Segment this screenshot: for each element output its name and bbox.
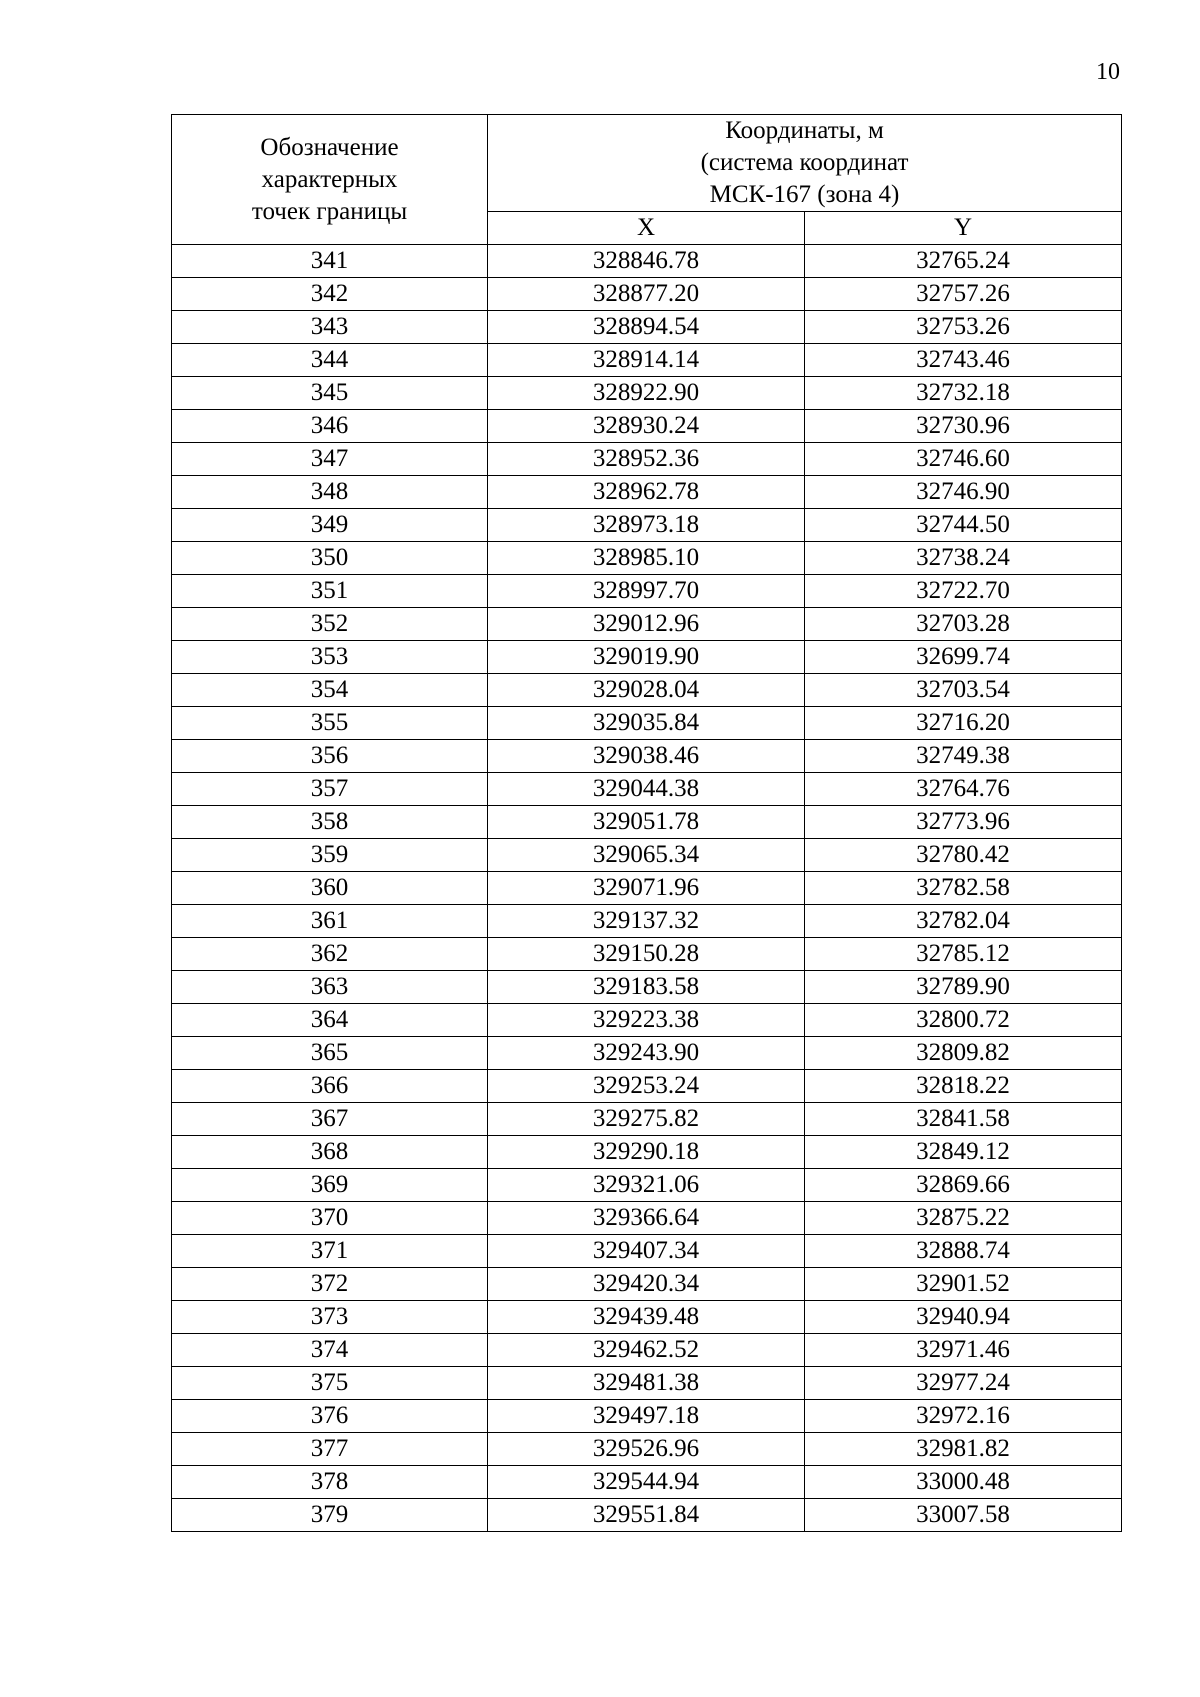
point-cell: 350 [172,542,488,575]
table-row [172,872,1122,905]
point-cell: 356 [172,740,488,773]
y-cell: 32841.58 [805,1103,1122,1136]
table-row [172,1466,1122,1499]
table-row [172,1367,1122,1400]
point-cell: 351 [172,575,488,608]
y-column-header: Y [805,212,1122,245]
point-cell: 367 [172,1103,488,1136]
table-row [172,1235,1122,1268]
y-cell: 32764.76 [805,773,1122,806]
table-row [172,1334,1122,1367]
y-cell: 32757.26 [805,278,1122,311]
x-cell: 329526.96 [488,1433,805,1466]
table-row [172,575,1122,608]
x-cell: 328894.54 [488,311,805,344]
table-row [172,608,1122,641]
point-header-line: Обозначение [260,133,399,161]
table-row [172,1301,1122,1334]
table-row [172,773,1122,806]
y-cell: 32744.50 [805,509,1122,542]
x-cell: 329183.58 [488,971,805,1004]
coordinates-table [171,114,1122,1532]
x-cell: 329051.78 [488,806,805,839]
x-cell: 328930.24 [488,410,805,443]
x-cell: 329481.38 [488,1367,805,1400]
y-cell: 32849.12 [805,1136,1122,1169]
point-cell: 357 [172,773,488,806]
point-cell: 343 [172,311,488,344]
table-row [172,740,1122,773]
x-cell: 328985.10 [488,542,805,575]
point-cell: 368 [172,1136,488,1169]
y-cell: 32971.46 [805,1334,1122,1367]
point-cell: 355 [172,707,488,740]
y-cell: 32780.42 [805,839,1122,872]
table-row [172,1169,1122,1202]
x-cell: 329044.38 [488,773,805,806]
x-cell: 329035.84 [488,707,805,740]
point-cell: 366 [172,1070,488,1103]
point-cell: 345 [172,377,488,410]
point-cell: 362 [172,938,488,971]
point-cell: 363 [172,971,488,1004]
table-row [172,377,1122,410]
y-cell: 32738.24 [805,542,1122,575]
table-row [172,344,1122,377]
table-row [172,1400,1122,1433]
point-cell: 360 [172,872,488,905]
y-cell: 32869.66 [805,1169,1122,1202]
x-cell: 329275.82 [488,1103,805,1136]
point-cell: 348 [172,476,488,509]
point-cell: 364 [172,1004,488,1037]
point-cell: 361 [172,905,488,938]
coords-header-line: (система координат [700,149,909,176]
x-cell: 329544.94 [488,1466,805,1499]
x-cell: 329497.18 [488,1400,805,1433]
y-cell: 32773.96 [805,806,1122,839]
x-cell: 329407.34 [488,1235,805,1268]
x-cell: 329420.34 [488,1268,805,1301]
point-cell: 371 [172,1235,488,1268]
point-header-line: точек границы [251,197,408,225]
x-cell: 329253.24 [488,1070,805,1103]
point-cell: 370 [172,1202,488,1235]
y-cell: 32800.72 [805,1004,1122,1037]
table-row [172,245,1122,278]
table-row [172,509,1122,542]
x-cell: 329150.28 [488,938,805,971]
table-row [172,1004,1122,1037]
y-cell: 32716.20 [805,707,1122,740]
coords-header-line: МСК-167 (зона 4) [709,181,900,208]
x-cell: 329071.96 [488,872,805,905]
table-row [172,1070,1122,1103]
y-cell: 32940.94 [805,1301,1122,1334]
x-cell: 328846.78 [488,245,805,278]
y-cell: 32981.82 [805,1433,1122,1466]
table-row [172,839,1122,872]
x-column-header: X [488,212,805,245]
x-cell: 329223.38 [488,1004,805,1037]
x-cell: 329038.46 [488,740,805,773]
table-row [172,1268,1122,1301]
y-cell: 32730.96 [805,410,1122,443]
x-cell: 329065.34 [488,839,805,872]
x-cell: 328914.14 [488,344,805,377]
point-cell: 352 [172,608,488,641]
x-cell: 329137.32 [488,905,805,938]
y-cell: 32703.28 [805,608,1122,641]
x-cell: 328962.78 [488,476,805,509]
y-cell: 32703.54 [805,674,1122,707]
table-row [172,410,1122,443]
table-row [172,1499,1122,1532]
point-cell: 349 [172,509,488,542]
table-row [172,674,1122,707]
table-row [172,971,1122,1004]
y-cell: 32749.38 [805,740,1122,773]
x-cell: 329028.04 [488,674,805,707]
coordinates-header [488,115,1122,212]
point-cell: 342 [172,278,488,311]
x-cell: 329366.64 [488,1202,805,1235]
y-cell: 32785.12 [805,938,1122,971]
y-cell: 33000.48 [805,1466,1122,1499]
y-cell: 32875.22 [805,1202,1122,1235]
y-cell: 32789.90 [805,971,1122,1004]
y-cell: 32753.26 [805,311,1122,344]
point-cell: 369 [172,1169,488,1202]
x-cell: 329290.18 [488,1136,805,1169]
table-row [172,641,1122,674]
y-cell: 32809.82 [805,1037,1122,1070]
y-cell: 32743.46 [805,344,1122,377]
table-row [172,1037,1122,1070]
table-row [172,938,1122,971]
x-cell: 329462.52 [488,1334,805,1367]
table-row [172,443,1122,476]
table-row [172,542,1122,575]
y-cell: 32699.74 [805,641,1122,674]
point-cell: 374 [172,1334,488,1367]
x-cell: 329012.96 [488,608,805,641]
x-cell: 328952.36 [488,443,805,476]
table-row [172,806,1122,839]
x-cell: 329551.84 [488,1499,805,1532]
y-cell: 32746.90 [805,476,1122,509]
x-cell: 328973.18 [488,509,805,542]
y-cell: 32977.24 [805,1367,1122,1400]
point-cell: 353 [172,641,488,674]
point-cell: 347 [172,443,488,476]
y-cell: 32782.04 [805,905,1122,938]
table-row [172,707,1122,740]
y-cell: 32732.18 [805,377,1122,410]
point-cell: 365 [172,1037,488,1070]
point-cell: 359 [172,839,488,872]
point-cell: 373 [172,1301,488,1334]
x-cell: 329439.48 [488,1301,805,1334]
table-row [172,311,1122,344]
y-cell: 32972.16 [805,1400,1122,1433]
table-row [172,1103,1122,1136]
y-cell: 33007.58 [805,1499,1122,1532]
point-cell: 358 [172,806,488,839]
table-body [172,245,1122,1532]
point-cell: 341 [172,245,488,278]
table-header [172,115,1122,245]
y-cell: 32901.52 [805,1268,1122,1301]
page-number: 10 [1096,59,1120,85]
point-cell: 375 [172,1367,488,1400]
point-cell: 372 [172,1268,488,1301]
x-cell: 328997.70 [488,575,805,608]
table-row [172,476,1122,509]
point-cell: 378 [172,1466,488,1499]
table-row [172,905,1122,938]
y-cell: 32746.60 [805,443,1122,476]
y-cell: 32782.58 [805,872,1122,905]
y-cell: 32888.74 [805,1235,1122,1268]
y-cell: 32818.22 [805,1070,1122,1103]
x-cell: 329243.90 [488,1037,805,1070]
point-cell: 354 [172,674,488,707]
table-row [172,278,1122,311]
point-cell: 346 [172,410,488,443]
point-cell: 377 [172,1433,488,1466]
x-cell: 328877.20 [488,278,805,311]
point-designation-header [172,115,488,245]
point-cell: 376 [172,1400,488,1433]
x-cell: 328922.90 [488,377,805,410]
coords-header-line: Координаты, м [725,117,884,144]
point-header-line: характерных [261,165,398,193]
table-row [172,1433,1122,1466]
point-cell: 344 [172,344,488,377]
table-row [172,1136,1122,1169]
table-row [172,1202,1122,1235]
x-cell: 329321.06 [488,1169,805,1202]
point-cell: 379 [172,1499,488,1532]
y-cell: 32722.70 [805,575,1122,608]
x-cell: 329019.90 [488,641,805,674]
y-cell: 32765.24 [805,245,1122,278]
